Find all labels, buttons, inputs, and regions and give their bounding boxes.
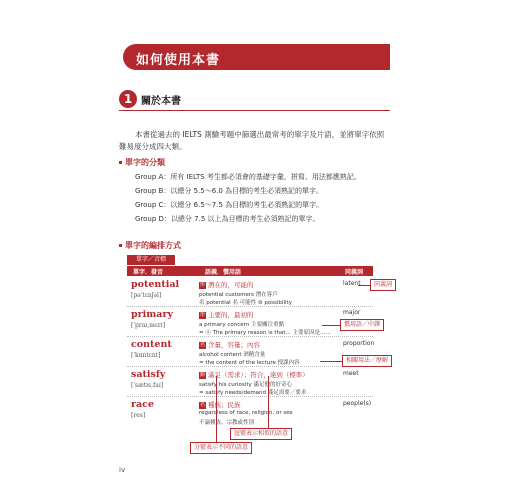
synonym: latent <box>343 280 361 287</box>
synonym: proportion <box>343 340 375 347</box>
row-divider <box>127 396 373 397</box>
section-divider <box>119 110 390 111</box>
word-tab-label: 單字／音標 <box>127 255 175 265</box>
row-divider <box>127 306 373 307</box>
semicolon-callout: 分號表示不同的語意 <box>190 442 252 454</box>
word-entry: potential <box>131 279 180 290</box>
phonetic: [res] <box>131 412 146 419</box>
example-line: potential customers 潛在客戶 <box>199 292 278 298</box>
related-line: = satisfy needs/demand 滿足需要／要求 <box>199 390 307 396</box>
part-of-speech-icon: 形 <box>199 311 205 318</box>
phonetic: [ˈpraɪ,mɛrɪ] <box>131 322 166 329</box>
part-of-speech-icon: 動 <box>199 371 205 378</box>
meaning-line: 形 潛在的，可能的 <box>199 281 254 289</box>
page-number: iv <box>119 466 126 474</box>
callout-leader <box>320 361 342 362</box>
banner-title: 如何使用本書 <box>136 53 221 68</box>
row-divider <box>127 366 373 367</box>
categories-heading: 單字的分類 <box>119 157 165 168</box>
group-b-line: Group B：以總分 5.5～6.0 為目標的考生必須熟記的單字。 <box>135 187 324 195</box>
synonym: people(s) <box>343 400 372 407</box>
group-d-line: Group D：以總分 7.5 以上為目標的考生必須熟記的單字。 <box>135 215 320 223</box>
meaning-line: 名 含量，容量；內容 <box>199 341 260 349</box>
part-of-speech-icon: 名 <box>199 341 205 348</box>
word-entry: satisfy <box>131 369 166 380</box>
bullet-icon <box>119 161 122 164</box>
word-entry: content <box>131 339 172 350</box>
header-word: 單字．發音 <box>133 269 164 276</box>
phonetic: [pəˈtɛnʃəl] <box>131 292 162 299</box>
header-meaning: 語義．慣用語 <box>205 269 242 276</box>
example-line: a primary concern 主要關注重點 <box>199 322 285 328</box>
word-entry: race <box>131 399 154 410</box>
intro-line-1: 本書從過去的 IELTS 測驗考題中篩選出最常考的單字及片語，並將單字依照 <box>135 130 385 139</box>
synonym-callout: 同義詞 <box>370 279 396 291</box>
synonym: meet <box>343 370 359 377</box>
meaning-line: 名 種族；民族 <box>199 401 241 409</box>
header-synonym: 同義詞 <box>345 269 364 276</box>
word-entry: primary <box>131 309 173 320</box>
callout-leader <box>322 325 340 326</box>
related-line: = the content of the lecture 授課內容 <box>199 360 300 366</box>
row-divider <box>127 336 373 337</box>
section-title: 關於本書 <box>141 96 181 107</box>
group-c-line: Group C：以總分 6.5～7.5 為目標的考生必須熟記的單字。 <box>135 201 324 209</box>
callout-leader <box>268 376 269 432</box>
meaning-line: 形 主要的，最初的 <box>199 311 254 319</box>
related-line: 不論種族、宗教或性別 <box>199 420 255 426</box>
section-number-badge: 1 <box>119 90 137 108</box>
meaning-line: 動 滿足（需求）；符合，達到（標準） <box>199 371 309 379</box>
related-usage-callout: 相關用法／歷解 <box>342 355 392 367</box>
group-a-line: Group A：所有 IELTS 考生都必須會的基礎字彙，拼寫、用法都應熟記。 <box>135 173 361 181</box>
intro-line-2: 難易度分成四大類。 <box>119 142 187 151</box>
phonetic: [ˈsætɪs,faɪ] <box>131 382 164 389</box>
example-line: satisfy his curiosity 滿足他的好奇心 <box>199 382 292 388</box>
table-header-bar <box>127 266 373 276</box>
related-line: = ⓐ The primary reason is that... 主要原因是…… <box>199 330 332 336</box>
comma-callout: 逗號表示相似的語意 <box>230 428 292 440</box>
idiom-callout: 慣用語／中譯 <box>340 319 384 331</box>
part-of-speech-icon: 形 <box>199 281 205 288</box>
phonetic: [ˈkɑntɛnt] <box>131 352 161 359</box>
synonym: major <box>343 309 361 316</box>
example-line: regardless of race, religion, or sex <box>199 410 293 416</box>
related-line: 名 potential 名 可能性 ⊜ possibility <box>199 300 292 306</box>
part-of-speech-icon: 名 <box>199 401 205 408</box>
callout-leader <box>216 376 217 446</box>
layout-heading: 單字的編排方式 <box>119 240 181 251</box>
callout-leader <box>358 285 370 286</box>
example-line: alcohol content 酒精含量 <box>199 352 266 358</box>
bullet-icon <box>119 244 122 247</box>
